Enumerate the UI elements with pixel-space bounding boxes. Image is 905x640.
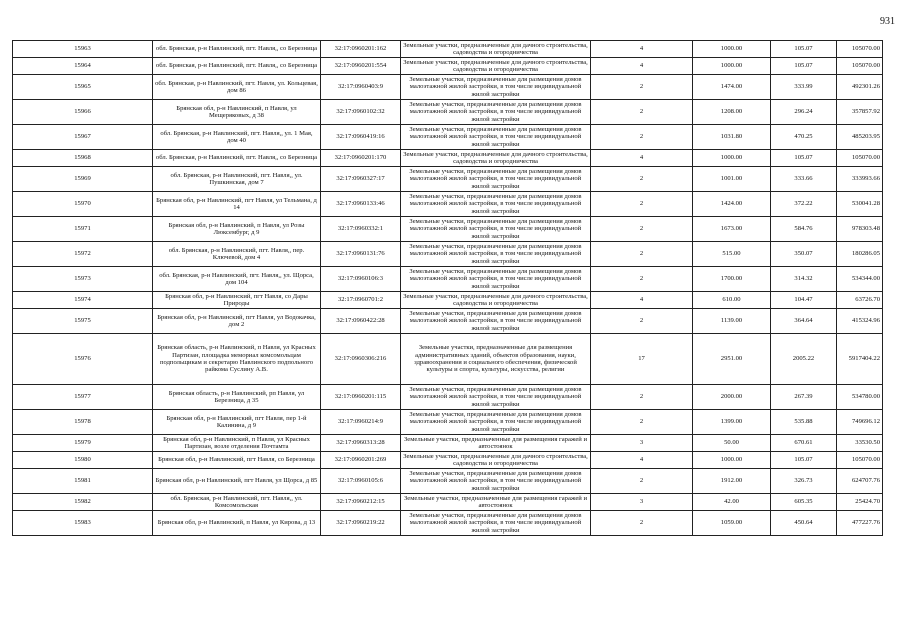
address-cell: Брянская обл, р-н Навлинский, пгт Навля, со Березница <box>153 452 321 469</box>
table-row <box>13 100 883 125</box>
land-use-cell: Земельные участки, предназначенные для размещения домов малоэтажной жилой застройки, в том числе индивидуальной жилой застройки <box>401 267 591 292</box>
specific-value-cell: 605.35 <box>771 494 837 511</box>
cadastral-number-cell: 32:17:0960105:6 <box>321 469 401 494</box>
group-cell: 2 <box>591 125 693 150</box>
cadastral-number-cell: 32:17:0960212:15 <box>321 494 401 511</box>
cadastral-value-cell: 485203.95 <box>837 125 883 150</box>
row-number: 15966 <box>13 100 153 125</box>
specific-value-cell: 470.25 <box>771 125 837 150</box>
row-number: 15980 <box>13 452 153 469</box>
specific-value-cell: 105.07 <box>771 150 837 167</box>
address-cell: Брянская обл, р-н Навлинский, п Навля, ул Красных Партизан, возле отделения Почтамта <box>153 435 321 452</box>
cadastral-number-cell: 32:17:0960201:269 <box>321 452 401 469</box>
cadastral-number-cell: 32:17:0960313:28 <box>321 435 401 452</box>
table-row <box>13 511 883 536</box>
address-cell: обл. Брянская, р-н Навлинский, пгт. Навля,, со Березница <box>153 41 321 58</box>
land-use-cell: Земельные участки, предназначенные для размещения домов малоэтажной жилой застройки, в том числе индивидуальной жилой застройки <box>401 125 591 150</box>
table-row <box>13 292 883 309</box>
cadastral-number-cell: 32:17:0960106:3 <box>321 267 401 292</box>
address-cell: обл. Брянская, р-н Навлинский, пгт. Навля,, со Березница <box>153 58 321 75</box>
area-cell: 50.00 <box>693 435 771 452</box>
area-cell: 610.00 <box>693 292 771 309</box>
table-row <box>13 309 883 334</box>
cadastral-value-cell: 33530.50 <box>837 435 883 452</box>
row-number: 15973 <box>13 267 153 292</box>
page-number: 931 <box>880 16 895 27</box>
area-cell: 1031.80 <box>693 125 771 150</box>
cadastral-value-cell: 105070.00 <box>837 452 883 469</box>
group-cell: 2 <box>591 267 693 292</box>
table-row <box>13 217 883 242</box>
address-cell: обл. Брянская, р-н Навлинский, пгт. Навля,, ул. Комсомольская <box>153 494 321 511</box>
specific-value-cell: 670.61 <box>771 435 837 452</box>
area-cell: 515.00 <box>693 242 771 267</box>
specific-value-cell: 105.07 <box>771 41 837 58</box>
table-row <box>13 192 883 217</box>
cadastral-value-cell: 492301.26 <box>837 75 883 100</box>
group-cell: 2 <box>591 217 693 242</box>
row-number: 15963 <box>13 41 153 58</box>
area-cell: 1000.00 <box>693 150 771 167</box>
cadastral-value-cell: 530041.28 <box>837 192 883 217</box>
cadastral-value-cell: 357857.92 <box>837 100 883 125</box>
address-cell: Брянская область, р-н Навлинский, рп Навля, ул Березница, д 35 <box>153 385 321 410</box>
group-cell: 4 <box>591 292 693 309</box>
address-cell: Брянская область, р-н Навлинский, п Навля, ул Красных Партизан, площадка мемориал комсомольцам подпольщикам и секретарю Навлинского подпольного райкома Суслину А.В. <box>153 334 321 385</box>
cadastral-value-table <box>12 40 883 536</box>
row-number: 15977 <box>13 385 153 410</box>
row-number: 15970 <box>13 192 153 217</box>
table-row <box>13 167 883 192</box>
specific-value-cell: 450.64 <box>771 511 837 536</box>
address-cell: обл. Брянская, р-н Навлинский, пгт. Навля,, со Березница <box>153 150 321 167</box>
land-use-cell: Земельные участки, предназначенные для размещения домов малоэтажной жилой застройки, в том числе индивидуальной жилой застройки <box>401 469 591 494</box>
row-number: 15967 <box>13 125 153 150</box>
cadastral-number-cell: 32:17:0960201:162 <box>321 41 401 58</box>
address-cell: Брянская обл, р-н Навлинский, пгт Навля, ул Тельмана, д 14 <box>153 192 321 217</box>
specific-value-cell: 333.99 <box>771 75 837 100</box>
row-number: 15979 <box>13 435 153 452</box>
address-cell: Брянская обл, р-н Навлинский, пгт Навля, со Дары Природы <box>153 292 321 309</box>
group-cell: 2 <box>591 167 693 192</box>
cadastral-value-cell: 105070.00 <box>837 41 883 58</box>
land-use-cell: Земельные участки, предназначенные для размещения гаражей и автостоянок <box>401 494 591 511</box>
land-use-cell: Земельные участки, предназначенные для дачного строительства, садоводства и огородничества <box>401 150 591 167</box>
specific-value-cell: 364.64 <box>771 309 837 334</box>
land-use-cell: Земельные участки, предназначенные для размещения домов малоэтажной жилой застройки, в том числе индивидуальной жилой застройки <box>401 385 591 410</box>
specific-value-cell: 372.22 <box>771 192 837 217</box>
cadastral-number-cell: 32:17:0960102:32 <box>321 100 401 125</box>
table-row <box>13 267 883 292</box>
row-number: 15972 <box>13 242 153 267</box>
area-cell: 1000.00 <box>693 41 771 58</box>
row-number: 15975 <box>13 309 153 334</box>
land-use-cell: Земельные участки, предназначенные для размещения домов малоэтажной жилой застройки, в том числе индивидуальной жилой застройки <box>401 75 591 100</box>
cadastral-value-cell: 333993.66 <box>837 167 883 192</box>
address-cell: обл. Брянская, р-н Навлинский, пгт. Навля,, ул. 1 Мая, дом 40 <box>153 125 321 150</box>
group-cell: 3 <box>591 494 693 511</box>
group-cell: 2 <box>591 511 693 536</box>
table-row <box>13 385 883 410</box>
land-use-cell: Земельные участки, предназначенные для дачного строительства, садоводства и огородничества <box>401 292 591 309</box>
area-cell: 1424.00 <box>693 192 771 217</box>
specific-value-cell: 105.07 <box>771 58 837 75</box>
address-cell: Брянская обл, р-н Навлинский, пгт Навля, пер 1-й Калинина, д 9 <box>153 410 321 435</box>
row-number: 15978 <box>13 410 153 435</box>
land-use-cell: Земельные участки, предназначенные для дачного строительства, садоводства и огородничества <box>401 41 591 58</box>
land-use-cell: Земельные участки, предназначенные для размещения домов малоэтажной жилой застройки, в том числе индивидуальной жилой застройки <box>401 100 591 125</box>
table-row <box>13 469 883 494</box>
row-number: 15981 <box>13 469 153 494</box>
land-use-cell: Земельные участки, предназначенные для размещения домов малоэтажной жилой застройки, в том числе индивидуальной жилой застройки <box>401 192 591 217</box>
group-cell: 3 <box>591 435 693 452</box>
cadastral-value-cell: 534780.00 <box>837 385 883 410</box>
address-cell: Брянская обл, р-н Навлинский, п Навля, ул Розы Люксембург, д 9 <box>153 217 321 242</box>
table-row <box>13 452 883 469</box>
row-number: 15965 <box>13 75 153 100</box>
row-number: 15974 <box>13 292 153 309</box>
cadastral-number-cell: 32:17:0960201:115 <box>321 385 401 410</box>
cadastral-number-cell: 32:17:0960201:554 <box>321 58 401 75</box>
specific-value-cell: 350.07 <box>771 242 837 267</box>
area-cell: 1474.00 <box>693 75 771 100</box>
table-row <box>13 58 883 75</box>
cadastral-value-cell: 5917404.22 <box>837 334 883 385</box>
group-cell: 2 <box>591 242 693 267</box>
row-number: 15969 <box>13 167 153 192</box>
area-cell: 1059.00 <box>693 511 771 536</box>
address-cell: обл. Брянская, р-н Навлинский, пгт. Навля, ул. Кольцевая, дом 86 <box>153 75 321 100</box>
land-use-cell: Земельные участки, предназначенные для размещения домов малоэтажной жилой застройки, в том числе индивидуальной жилой застройки <box>401 242 591 267</box>
area-cell: 2951.00 <box>693 334 771 385</box>
land-use-cell: Земельные участки, предназначенные для размещения гаражей и автостоянок <box>401 435 591 452</box>
cadastral-number-cell: 32:17:0960131:76 <box>321 242 401 267</box>
cadastral-value-cell: 180286.05 <box>837 242 883 267</box>
cadastral-value-cell: 25424.70 <box>837 494 883 511</box>
cadastral-value-cell: 105070.00 <box>837 58 883 75</box>
specific-value-cell: 2005.22 <box>771 334 837 385</box>
specific-value-cell: 267.39 <box>771 385 837 410</box>
area-cell: 1000.00 <box>693 58 771 75</box>
table-row <box>13 75 883 100</box>
group-cell: 17 <box>591 334 693 385</box>
specific-value-cell: 333.66 <box>771 167 837 192</box>
group-cell: 2 <box>591 309 693 334</box>
group-cell: 4 <box>591 150 693 167</box>
specific-value-cell: 105.07 <box>771 452 837 469</box>
area-cell: 1208.00 <box>693 100 771 125</box>
table-row <box>13 435 883 452</box>
cadastral-number-cell: 32:17:0960201:170 <box>321 150 401 167</box>
cadastral-number-cell: 32:17:0960419:16 <box>321 125 401 150</box>
cadastral-value-cell: 624707.76 <box>837 469 883 494</box>
land-use-cell: Земельные участки, предназначенные для размещения домов малоэтажной жилой застройки, в том числе индивидуальной жилой застройки <box>401 511 591 536</box>
address-cell: обл. Брянская, р-н Навлинский, пгт. Навля,, ул. Пушкинская, дом 7 <box>153 167 321 192</box>
cadastral-number-cell: 32:17:0960403:9 <box>321 75 401 100</box>
area-cell: 1139.00 <box>693 309 771 334</box>
land-use-cell: Земельные участки, предназначенные для размещения домов малоэтажной жилой застройки, в том числе индивидуальной жилой застройки <box>401 217 591 242</box>
specific-value-cell: 326.73 <box>771 469 837 494</box>
specific-value-cell: 314.32 <box>771 267 837 292</box>
row-number: 15971 <box>13 217 153 242</box>
group-cell: 2 <box>591 469 693 494</box>
table-row <box>13 334 883 385</box>
cadastral-number-cell: 32:17:0960422:28 <box>321 309 401 334</box>
land-use-cell: Земельные участки, предназначенные для дачного строительства, садоводства и огородничества <box>401 58 591 75</box>
cadastral-value-cell: 534344.00 <box>837 267 883 292</box>
group-cell: 2 <box>591 410 693 435</box>
group-cell: 2 <box>591 385 693 410</box>
specific-value-cell: 296.24 <box>771 100 837 125</box>
address-cell: обл. Брянская, р-н Навлинский, пгт. Навля,, пер. Ключевой, дом 4 <box>153 242 321 267</box>
cadastral-value-cell: 415324.96 <box>837 309 883 334</box>
area-cell: 42.00 <box>693 494 771 511</box>
area-cell: 1700.00 <box>693 267 771 292</box>
row-number: 15968 <box>13 150 153 167</box>
cadastral-number-cell: 32:17:0960332:1 <box>321 217 401 242</box>
cadastral-number-cell: 32:17:0960214:9 <box>321 410 401 435</box>
group-cell: 2 <box>591 75 693 100</box>
cadastral-number-cell: 32:17:0960133:46 <box>321 192 401 217</box>
cadastral-number-cell: 32:17:0960306:216 <box>321 334 401 385</box>
address-cell: обл. Брянская, р-н Навлинский, пгт. Навля,, ул. Щорса, дом 104 <box>153 267 321 292</box>
table-row <box>13 494 883 511</box>
group-cell: 2 <box>591 100 693 125</box>
table-row <box>13 125 883 150</box>
address-cell: Брянская обл, р-н Навлинский, пгт Навля, ул Щорса, д 85 <box>153 469 321 494</box>
cadastral-value-cell: 105070.00 <box>837 150 883 167</box>
land-use-cell: Земельные участки, предназначенные для дачного строительства, садоводства и огородничества <box>401 452 591 469</box>
cadastral-value-cell: 749696.12 <box>837 410 883 435</box>
cadastral-number-cell: 32:17:0960219:22 <box>321 511 401 536</box>
land-use-cell: Земельные участки, предназначенные для размещения административных зданий, объектов образования, науки, здравоохранения и социального обеспечения, физической культуры и спорта, культуры, искусства, религии <box>401 334 591 385</box>
row-number: 15976 <box>13 334 153 385</box>
area-cell: 2000.00 <box>693 385 771 410</box>
address-cell: Брянская обл, р-н Навлинский, п Навля, ул Кирова, д 13 <box>153 511 321 536</box>
cadastral-number-cell: 32:17:0960701:2 <box>321 292 401 309</box>
land-use-cell: Земельные участки, предназначенные для размещения домов малоэтажной жилой застройки, в том числе индивидуальной жилой застройки <box>401 410 591 435</box>
specific-value-cell: 584.76 <box>771 217 837 242</box>
row-number: 15964 <box>13 58 153 75</box>
cadastral-number-cell: 32:17:0960327:17 <box>321 167 401 192</box>
group-cell: 4 <box>591 58 693 75</box>
area-cell: 1001.00 <box>693 167 771 192</box>
area-cell: 1673.00 <box>693 217 771 242</box>
address-cell: Брянская обл, р-н Навлинский, пгт Навля, ул Водокачка, дом 2 <box>153 309 321 334</box>
cadastral-value-cell: 978303.48 <box>837 217 883 242</box>
specific-value-cell: 535.88 <box>771 410 837 435</box>
cadastral-value-cell: 477227.76 <box>837 511 883 536</box>
group-cell: 4 <box>591 452 693 469</box>
group-cell: 2 <box>591 192 693 217</box>
area-cell: 1912.00 <box>693 469 771 494</box>
address-cell: Брянская обл, р-н Навлинский, п Навля, ул Мещеряковых, д 38 <box>153 100 321 125</box>
table-row <box>13 410 883 435</box>
table-row <box>13 41 883 58</box>
group-cell: 4 <box>591 41 693 58</box>
area-cell: 1399.00 <box>693 410 771 435</box>
row-number: 15982 <box>13 494 153 511</box>
land-use-cell: Земельные участки, предназначенные для размещения домов малоэтажной жилой застройки, в том числе индивидуальной жилой застройки <box>401 309 591 334</box>
table-row <box>13 150 883 167</box>
area-cell: 1000.00 <box>693 452 771 469</box>
cadastral-value-cell: 63726.70 <box>837 292 883 309</box>
land-use-cell: Земельные участки, предназначенные для размещения домов малоэтажной жилой застройки, в том числе индивидуальной жилой застройки <box>401 167 591 192</box>
row-number: 15983 <box>13 511 153 536</box>
table-row <box>13 242 883 267</box>
specific-value-cell: 104.47 <box>771 292 837 309</box>
